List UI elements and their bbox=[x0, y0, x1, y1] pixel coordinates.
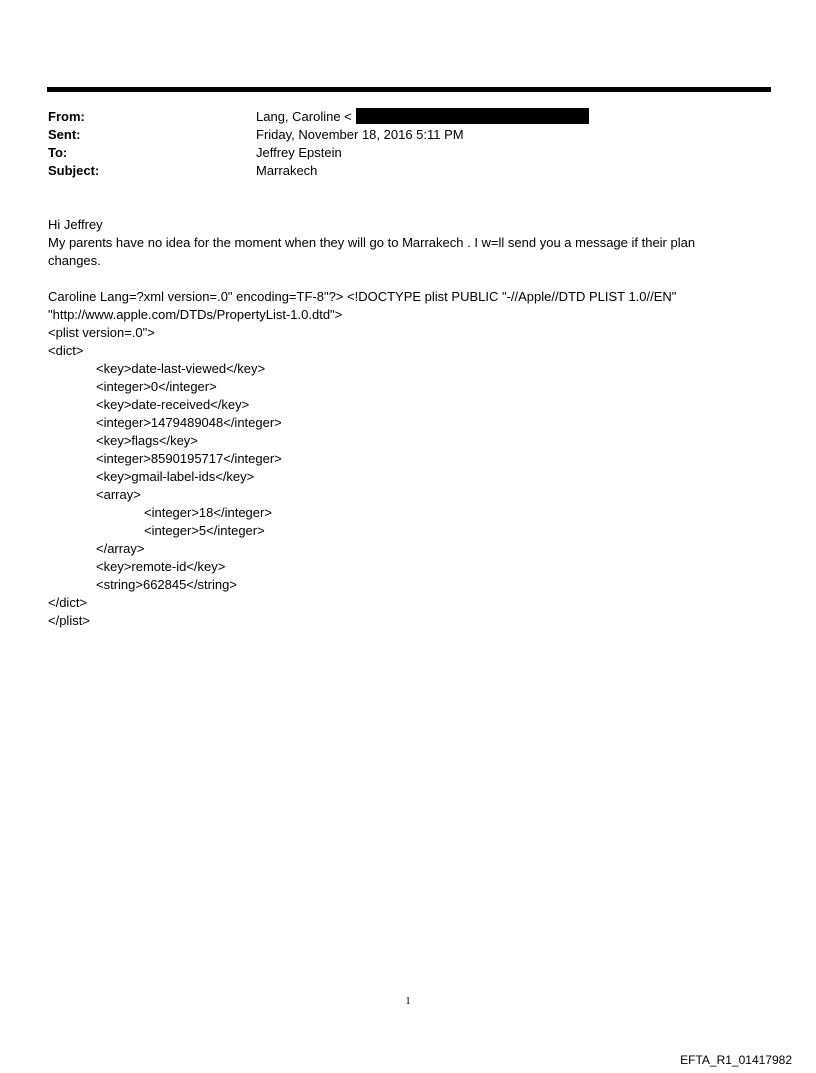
paragraph-gap bbox=[48, 270, 748, 288]
plist-line: <key>remote-id</key> bbox=[96, 559, 226, 574]
plist-line: </plist> bbox=[48, 613, 90, 628]
greeting: Hi Jeffrey bbox=[48, 217, 103, 232]
plist-line: </dict> bbox=[48, 595, 88, 610]
email-body bbox=[48, 216, 748, 630]
plist-line: <key>flags</key> bbox=[96, 433, 198, 448]
plist-line: <plist version=.0"> bbox=[48, 325, 155, 340]
sent-label: Sent: bbox=[48, 127, 81, 142]
plist-line: <key>date-received</key> bbox=[96, 397, 250, 412]
subject-label: Subject: bbox=[48, 163, 100, 178]
plist-line: <key>date-last-viewed</key> bbox=[96, 361, 266, 376]
subject-row bbox=[48, 162, 748, 180]
plist-line: <dict> bbox=[48, 343, 84, 358]
to-label: To: bbox=[48, 145, 68, 160]
plist-line: <integer>1479489048</integer> bbox=[96, 415, 282, 430]
to-row bbox=[48, 144, 748, 162]
plist-line: <string>662845</string> bbox=[96, 577, 237, 592]
plist-line: "http://www.apple.com/DTDs/PropertyList-1.0.dtd"> bbox=[48, 307, 343, 322]
from-row bbox=[48, 108, 748, 126]
plist-line: <integer>5</integer> bbox=[144, 523, 265, 538]
sent-value: Friday, November 18, 2016 5:11 PM bbox=[256, 127, 464, 142]
plist-line: Caroline Lang=?xml version=.0" encoding=TF-8"?> <!DOCTYPE plist PUBLIC "-//Apple//DTD PLIST 1.0//EN" bbox=[48, 289, 677, 304]
message-line: changes. bbox=[48, 253, 101, 268]
subject-value: Marrakech bbox=[256, 163, 318, 178]
document-id: EFTA_R1_01417982 bbox=[680, 1053, 792, 1067]
page-number: 1 bbox=[405, 995, 411, 1007]
plist-line: <array> bbox=[96, 487, 141, 502]
plist-line: <integer>18</integer> bbox=[144, 505, 272, 520]
redaction-bar bbox=[356, 108, 589, 124]
from-name: Lang, Caroline < bbox=[256, 109, 352, 124]
plist-line: <key>gmail-label-ids</key> bbox=[96, 469, 255, 484]
header-divider bbox=[47, 87, 771, 92]
plist-line: </array> bbox=[96, 541, 145, 556]
to-value: Jeffrey Epstein bbox=[256, 145, 342, 160]
from-label: From: bbox=[48, 109, 85, 124]
sent-row bbox=[48, 126, 748, 144]
from-value bbox=[256, 108, 589, 126]
message-line: My parents have no idea for the moment when they will go to Marrakech . I w=ll send you a message if their plan bbox=[48, 235, 696, 250]
email-header bbox=[48, 108, 748, 180]
plist-line: <integer>8590195717</integer> bbox=[96, 451, 282, 466]
plist-line: <integer>0</integer> bbox=[96, 379, 217, 394]
